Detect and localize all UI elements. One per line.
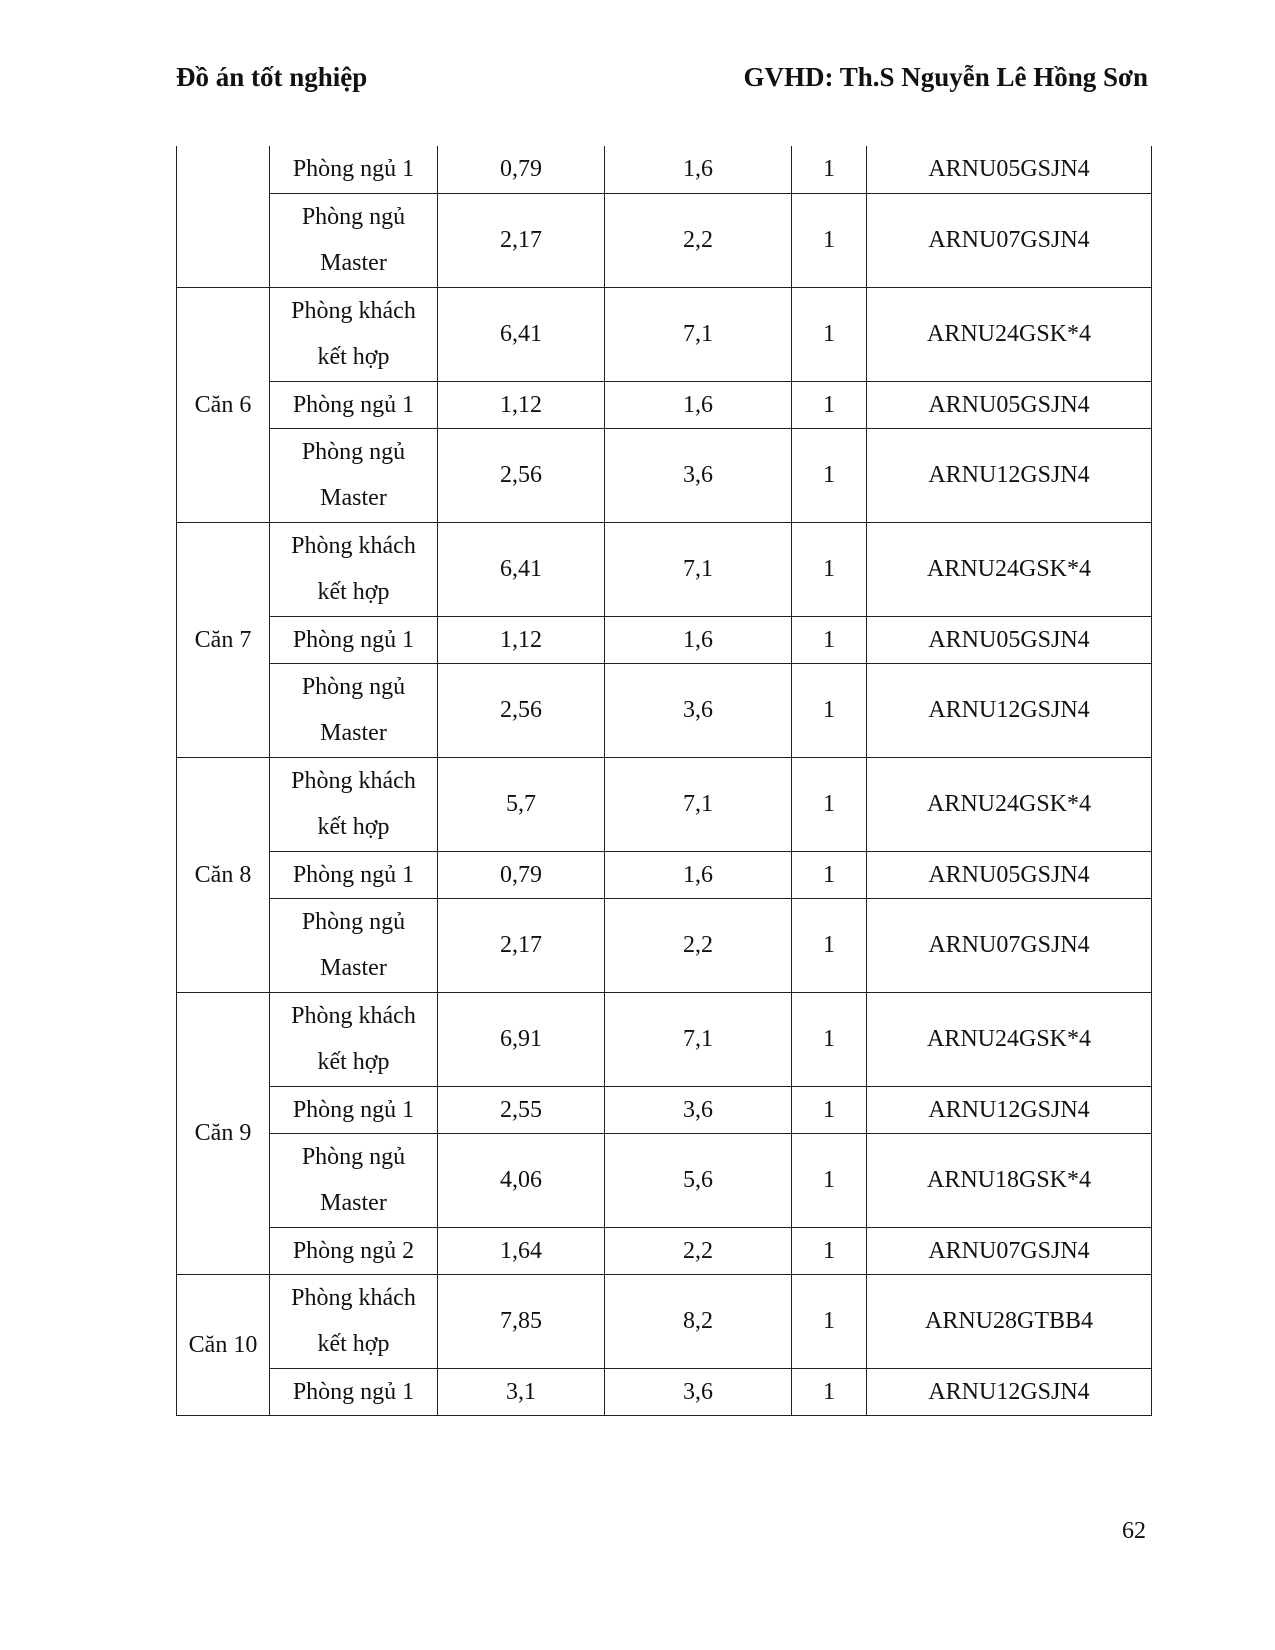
model-cell: ARNU05GSJN4: [867, 851, 1152, 898]
group-cell: [177, 146, 270, 287]
table-row: [177, 193, 1152, 287]
value-cell: 7,1: [605, 287, 792, 381]
value-cell: 5,6: [605, 1133, 792, 1227]
value-cell: 3,1: [438, 1368, 605, 1415]
value-cell: 8,2: [605, 1274, 792, 1368]
value-cell: 2,56: [438, 428, 605, 522]
table-row: [177, 428, 1152, 522]
table-row: [177, 992, 1152, 1086]
table-row: [177, 663, 1152, 757]
value-cell: 3,6: [605, 1368, 792, 1415]
value-cell: 1,6: [605, 851, 792, 898]
qty-cell: 1: [792, 757, 867, 851]
model-cell: ARNU24GSK*4: [867, 992, 1152, 1086]
table-row: [177, 757, 1152, 851]
value-cell: 4,06: [438, 1133, 605, 1227]
table-row: [177, 287, 1152, 381]
table-row: [177, 146, 1152, 193]
model-cell: ARNU12GSJN4: [867, 1368, 1152, 1415]
model-cell: ARNU07GSJN4: [867, 193, 1152, 287]
value-cell: 3,6: [605, 428, 792, 522]
model-cell: ARNU28GTBB4: [867, 1274, 1152, 1368]
group-cell: Căn 6: [177, 287, 270, 522]
value-cell: 2,2: [605, 898, 792, 992]
model-cell: ARNU12GSJN4: [867, 663, 1152, 757]
model-cell: ARNU05GSJN4: [867, 381, 1152, 428]
table-row: [177, 616, 1152, 663]
qty-cell: 1: [792, 1133, 867, 1227]
qty-cell: 1: [792, 663, 867, 757]
group-cell: Căn 8: [177, 757, 270, 992]
room-cell: Phòng ngủ Master: [270, 898, 438, 992]
room-cell: Phòng ngủ 1: [270, 616, 438, 663]
room-cell: Phòng khách kết hợp: [270, 287, 438, 381]
value-cell: 1,64: [438, 1227, 605, 1274]
qty-cell: 1: [792, 898, 867, 992]
value-cell: 0,79: [438, 146, 605, 193]
room-cell: Phòng ngủ 2: [270, 1227, 438, 1274]
page-number: 62: [1122, 1518, 1146, 1544]
table-row: [177, 1274, 1152, 1368]
value-cell: 1,12: [438, 381, 605, 428]
room-cell: Phòng ngủ 1: [270, 381, 438, 428]
value-cell: 1,6: [605, 381, 792, 428]
table-row: [177, 381, 1152, 428]
group-cell: Căn 9: [177, 992, 270, 1274]
group-cell: Căn 7: [177, 522, 270, 757]
value-cell: 6,41: [438, 522, 605, 616]
room-cell: Phòng khách kết hợp: [270, 992, 438, 1086]
qty-cell: 1: [792, 1368, 867, 1415]
qty-cell: 1: [792, 1086, 867, 1133]
model-cell: ARNU12GSJN4: [867, 1086, 1152, 1133]
table-row: [177, 1133, 1152, 1227]
value-cell: 1,6: [605, 146, 792, 193]
model-cell: ARNU07GSJN4: [867, 1227, 1152, 1274]
model-cell: ARNU24GSK*4: [867, 287, 1152, 381]
room-cell: Phòng khách kết hợp: [270, 522, 438, 616]
model-cell: ARNU24GSK*4: [867, 757, 1152, 851]
table-row: [177, 851, 1152, 898]
room-cell: Phòng ngủ 1: [270, 146, 438, 193]
page-header: [176, 62, 1148, 93]
document-title: Đồ án tốt nghiệp: [176, 62, 368, 92]
room-cell: Phòng ngủ 1: [270, 1368, 438, 1415]
qty-cell: 1: [792, 851, 867, 898]
table-row: [177, 898, 1152, 992]
value-cell: 2,17: [438, 193, 605, 287]
model-cell: ARNU05GSJN4: [867, 616, 1152, 663]
qty-cell: 1: [792, 1227, 867, 1274]
qty-cell: 1: [792, 616, 867, 663]
qty-cell: 1: [792, 1274, 867, 1368]
model-cell: ARNU18GSK*4: [867, 1133, 1152, 1227]
room-cell: Phòng ngủ Master: [270, 1133, 438, 1227]
value-cell: 6,91: [438, 992, 605, 1086]
value-cell: 0,79: [438, 851, 605, 898]
qty-cell: 1: [792, 146, 867, 193]
model-cell: ARNU07GSJN4: [867, 898, 1152, 992]
room-cell: Phòng khách kết hợp: [270, 757, 438, 851]
qty-cell: 1: [792, 522, 867, 616]
value-cell: 2,2: [605, 193, 792, 287]
value-cell: 7,1: [605, 522, 792, 616]
supervisor-label: GVHD: Th.S Nguyễn Lê Hồng Sơn: [743, 62, 1148, 92]
table-row: [177, 1368, 1152, 1415]
value-cell: 5,7: [438, 757, 605, 851]
room-cell: Phòng ngủ 1: [270, 851, 438, 898]
qty-cell: 1: [792, 193, 867, 287]
value-cell: 7,85: [438, 1274, 605, 1368]
value-cell: 2,2: [605, 1227, 792, 1274]
value-cell: 3,6: [605, 663, 792, 757]
room-cell: Phòng khách kết hợp: [270, 1274, 438, 1368]
value-cell: 2,56: [438, 663, 605, 757]
room-cell: Phòng ngủ Master: [270, 663, 438, 757]
model-cell: ARNU12GSJN4: [867, 428, 1152, 522]
qty-cell: 1: [792, 428, 867, 522]
qty-cell: 1: [792, 992, 867, 1086]
value-cell: 2,55: [438, 1086, 605, 1133]
equipment-table: [176, 146, 1152, 1416]
table-row: [177, 522, 1152, 616]
qty-cell: 1: [792, 381, 867, 428]
table-row: [177, 1086, 1152, 1133]
room-cell: Phòng ngủ 1: [270, 1086, 438, 1133]
table-row: [177, 1227, 1152, 1274]
value-cell: 7,1: [605, 992, 792, 1086]
value-cell: 6,41: [438, 287, 605, 381]
value-cell: 1,12: [438, 616, 605, 663]
model-cell: ARNU24GSK*4: [867, 522, 1152, 616]
value-cell: 2,17: [438, 898, 605, 992]
value-cell: 3,6: [605, 1086, 792, 1133]
qty-cell: 1: [792, 287, 867, 381]
room-cell: Phòng ngủ Master: [270, 428, 438, 522]
model-cell: ARNU05GSJN4: [867, 146, 1152, 193]
room-cell: Phòng ngủ Master: [270, 193, 438, 287]
group-cell: Căn 10: [177, 1274, 270, 1415]
value-cell: 1,6: [605, 616, 792, 663]
value-cell: 7,1: [605, 757, 792, 851]
